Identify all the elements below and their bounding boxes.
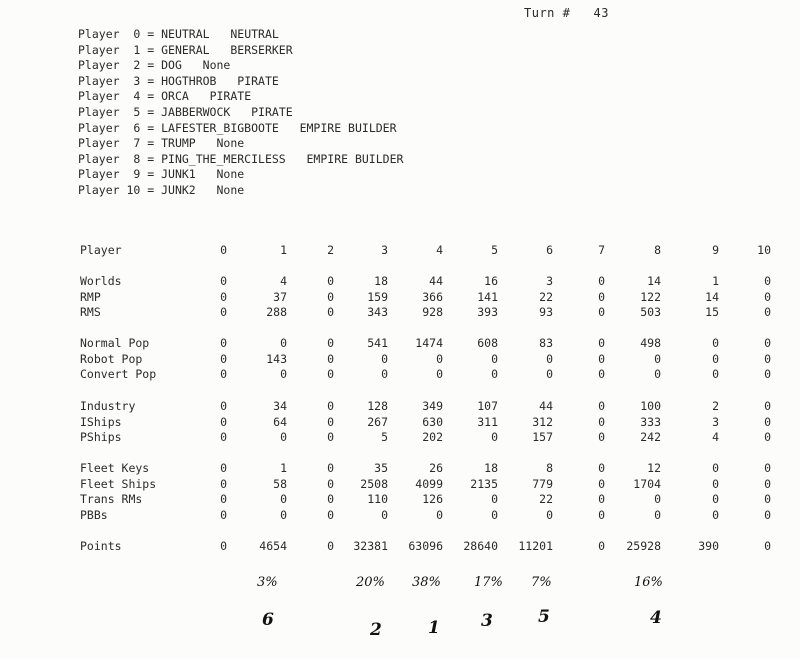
table-cell: 0 xyxy=(712,492,719,507)
table-cell: 0 xyxy=(327,336,334,350)
roster-type: None xyxy=(216,136,245,151)
table-cell: 0 xyxy=(491,351,498,366)
column-header: 7 xyxy=(598,243,605,257)
table-cell: 1 xyxy=(712,274,719,288)
table-cell: 0 xyxy=(220,507,227,522)
table-cell: 0 xyxy=(598,461,605,475)
table-cell: 0 xyxy=(598,414,605,429)
handwritten-percent: 3% xyxy=(257,575,278,590)
roster-name: ORCA xyxy=(161,89,189,104)
table-cell: 0 xyxy=(654,492,661,507)
table-cell: 22 xyxy=(539,289,553,304)
table-cell: 14 xyxy=(647,274,661,288)
row-label: Points xyxy=(80,539,122,553)
table-cell: 0 xyxy=(327,414,334,429)
table-cell: 0 xyxy=(327,430,334,445)
table-cell: 0 xyxy=(764,492,771,507)
table-cell: 0 xyxy=(436,351,443,366)
table-cell: 0 xyxy=(280,430,287,445)
table-cell: 8 xyxy=(546,461,553,475)
table-cell: 44 xyxy=(539,399,553,413)
table-cell: 0 xyxy=(598,305,605,320)
roster-name: DOG xyxy=(161,58,182,73)
roster-line: Player 5 = JABBERWOCK PIRATE xyxy=(78,104,293,119)
handwritten-percent: 38% xyxy=(412,575,441,590)
table-cell: 0 xyxy=(327,539,334,553)
table-cell: 0 xyxy=(712,351,719,366)
table-cell: 1704 xyxy=(633,476,661,491)
table-cell: 64 xyxy=(273,414,287,429)
roster-name: GENERAL xyxy=(161,42,210,57)
table-cell: 0 xyxy=(546,351,553,366)
roster-type: NEUTRAL xyxy=(230,27,279,41)
handwritten-rank: 5 xyxy=(538,607,550,627)
table-cell: 503 xyxy=(640,305,661,320)
roster-type: PIRATE xyxy=(251,104,293,119)
row-label: Convert Pop xyxy=(80,367,157,382)
roster-type: None xyxy=(216,167,245,182)
table-cell: 0 xyxy=(280,336,287,350)
table-cell: 1 xyxy=(280,461,287,475)
roster-line: Player 0 = NEUTRAL NEUTRAL xyxy=(78,27,279,41)
handwritten-percent: 7% xyxy=(531,575,552,590)
table-cell: 0 xyxy=(764,461,771,475)
handwritten-rank: 3 xyxy=(481,611,493,631)
table-cell: 393 xyxy=(477,305,498,320)
table-cell: 312 xyxy=(532,414,553,429)
table-cell: 0 xyxy=(764,430,771,445)
table-cell: 4 xyxy=(280,274,287,288)
table-cell: 0 xyxy=(381,351,388,366)
table-cell: 4654 xyxy=(259,539,287,553)
roster-line: Player 9 = JUNK1 None xyxy=(78,167,245,182)
table-cell: 11201 xyxy=(518,539,553,553)
table-cell: 22 xyxy=(539,492,553,507)
roster-type: PIRATE xyxy=(209,89,252,104)
table-cell: 63096 xyxy=(408,539,443,553)
table-cell: 608 xyxy=(477,336,498,350)
table-cell: 0 xyxy=(381,507,388,522)
table-cell: 0 xyxy=(764,305,771,320)
roster-player: Player 1 xyxy=(78,42,141,57)
roster-player: Player 8 xyxy=(78,151,141,166)
table-cell: 16 xyxy=(484,274,498,288)
row-label: Industry xyxy=(80,399,136,413)
table-cell: 26 xyxy=(429,461,443,475)
table-cell: 333 xyxy=(640,414,661,429)
table-cell: 0 xyxy=(654,507,661,522)
table-cell: 0 xyxy=(598,476,605,491)
column-header: 1 xyxy=(280,243,287,257)
table-cell: 0 xyxy=(327,274,334,288)
table-cell: 3 xyxy=(712,414,719,429)
table-cell: 0 xyxy=(654,351,661,366)
roster-player: Player 10 xyxy=(78,182,141,197)
table-cell: 349 xyxy=(422,399,443,413)
table-cell: 12 xyxy=(647,461,661,475)
table-cell: 0 xyxy=(491,430,498,445)
row-label: PBBs xyxy=(80,507,108,522)
table-cell: 0 xyxy=(327,289,334,304)
table-cell: 0 xyxy=(598,430,605,445)
table-cell: 0 xyxy=(491,367,498,382)
table-cell: 2 xyxy=(712,399,719,413)
table-cell: 3 xyxy=(546,274,553,288)
row-label: Fleet Ships xyxy=(80,476,157,491)
table-cell: 0 xyxy=(220,305,227,320)
table-cell: 0 xyxy=(220,539,227,553)
table-cell: 0 xyxy=(764,476,771,491)
table-cell: 0 xyxy=(598,539,605,553)
roster-line: Player 2 = DOG None xyxy=(78,58,231,73)
table-cell: 83 xyxy=(539,336,553,350)
table-cell: 0 xyxy=(654,367,661,382)
table-cell: 2135 xyxy=(470,476,498,491)
handwritten-rank: 1 xyxy=(428,618,440,638)
table-cell: 366 xyxy=(422,289,443,304)
table-cell: 4 xyxy=(712,430,719,445)
table-cell: 0 xyxy=(598,274,605,288)
roster-name: JUNK2 xyxy=(161,182,196,197)
table-cell: 311 xyxy=(477,414,498,429)
row-label: RMP xyxy=(80,289,101,304)
roster-type: None xyxy=(216,182,245,197)
row-label: RMS xyxy=(80,305,101,320)
table-cell: 15 xyxy=(705,305,719,320)
table-cell: 0 xyxy=(764,336,771,350)
table-cell: 288 xyxy=(266,305,287,320)
column-header: 4 xyxy=(436,243,443,257)
table-cell: 0 xyxy=(764,507,771,522)
table-cell: 0 xyxy=(220,367,227,382)
table-cell: 143 xyxy=(266,351,287,366)
table-cell: 779 xyxy=(532,476,553,491)
column-header: 8 xyxy=(654,243,661,257)
table-cell: 0 xyxy=(764,274,771,288)
table-cell: 0 xyxy=(220,476,227,491)
table-cell: 0 xyxy=(220,351,227,366)
row-label: Normal Pop xyxy=(80,336,150,350)
table-cell: 2508 xyxy=(360,476,388,491)
roster-player: Player 6 xyxy=(78,120,141,135)
roster-name: JUNK1 xyxy=(161,167,196,182)
column-header: 2 xyxy=(327,243,334,257)
handwritten-percent: 17% xyxy=(474,575,503,590)
table-cell: 0 xyxy=(220,274,227,288)
table-cell: 58 xyxy=(273,476,287,491)
table-cell: 159 xyxy=(367,289,388,304)
table-cell: 0 xyxy=(764,539,771,553)
column-header: 6 xyxy=(546,243,553,257)
table-cell: 44 xyxy=(429,274,443,288)
table-cell: 0 xyxy=(712,367,719,382)
table-cell: 0 xyxy=(598,336,605,350)
table-cell: 0 xyxy=(220,289,227,304)
table-cell: 0 xyxy=(491,492,498,507)
table-cell: 0 xyxy=(220,461,227,475)
roster-type: EMPIRE BUILDER xyxy=(306,151,404,166)
table-cell: 32381 xyxy=(353,539,388,553)
roster-player: Player 0 xyxy=(78,27,141,41)
roster-name: LAFESTER_BIGBOOTE xyxy=(161,120,279,135)
table-cell: 100 xyxy=(640,399,661,413)
roster-line: Player 1 = GENERAL BERSERKER xyxy=(78,42,293,57)
table-cell: 0 xyxy=(381,367,388,382)
column-header: 0 xyxy=(220,243,227,257)
table-cell: 0 xyxy=(327,507,334,522)
table-cell: 18 xyxy=(484,461,498,475)
table-cell: 0 xyxy=(327,461,334,475)
table-cell: 0 xyxy=(220,399,227,413)
table-cell: 0 xyxy=(598,367,605,382)
table-cell: 93 xyxy=(539,305,553,320)
table-cell: 0 xyxy=(220,336,227,350)
table-cell: 0 xyxy=(598,492,605,507)
roster-line: Player 3 = HOGTHROB PIRATE xyxy=(78,73,279,88)
table-cell: 34 xyxy=(273,399,287,413)
table-cell: 141 xyxy=(477,289,498,304)
row-label: Fleet Keys xyxy=(80,461,150,475)
table-cell: 541 xyxy=(367,336,388,350)
table-cell: 0 xyxy=(546,367,553,382)
table-cell: 242 xyxy=(640,430,661,445)
roster-type: BERSERKER xyxy=(230,42,293,57)
table-cell: 0 xyxy=(764,289,771,304)
table-cell: 0 xyxy=(280,492,287,507)
roster-type: None xyxy=(202,58,231,73)
roster-player: Player 7 xyxy=(78,136,141,151)
roster-name: TRUMP xyxy=(161,136,196,151)
table-cell: 157 xyxy=(532,430,553,445)
table-cell: 0 xyxy=(327,367,334,382)
table-header-label: Player xyxy=(80,243,122,257)
table-cell: 0 xyxy=(712,507,719,522)
table-cell: 0 xyxy=(764,414,771,429)
table-cell: 0 xyxy=(712,476,719,491)
table-cell: 390 xyxy=(698,539,719,553)
table-cell: 343 xyxy=(367,305,388,320)
handwritten-percent: 16% xyxy=(634,575,663,590)
table-cell: 122 xyxy=(640,289,661,304)
roster-player: Player 3 xyxy=(78,73,141,88)
roster-line: Player 6 = LAFESTER_BIGBOOTE EMPIRE BUILDER xyxy=(78,120,397,135)
roster-player: Player 4 xyxy=(78,89,141,104)
row-label: Worlds xyxy=(80,274,122,288)
turn-number: 43 xyxy=(593,6,609,20)
table-cell: 0 xyxy=(280,367,287,382)
table-cell: 0 xyxy=(220,430,227,445)
table-cell: 110 xyxy=(367,492,388,507)
table-cell: 0 xyxy=(220,414,227,429)
column-header: 10 xyxy=(757,243,771,257)
table-cell: 0 xyxy=(764,399,771,413)
table-cell: 14 xyxy=(705,289,719,304)
roster-player: Player 2 xyxy=(78,58,141,73)
handwritten-percent: 20% xyxy=(356,575,385,590)
roster-type: PIRATE xyxy=(237,73,279,88)
table-cell: 0 xyxy=(327,492,334,507)
table-cell: 5 xyxy=(381,430,388,445)
table-cell: 0 xyxy=(598,351,605,366)
table-cell: 0 xyxy=(327,351,334,366)
table-cell: 0 xyxy=(436,367,443,382)
roster-line: Player 10 = JUNK2 None xyxy=(78,182,245,197)
table-cell: 0 xyxy=(436,507,443,522)
table-cell: 18 xyxy=(374,274,388,288)
roster-player: Player 5 xyxy=(78,104,141,119)
table-cell: 0 xyxy=(712,336,719,350)
column-header: 5 xyxy=(491,243,498,257)
table-cell: 0 xyxy=(280,507,287,522)
table-cell: 267 xyxy=(367,414,388,429)
table-cell: 0 xyxy=(598,399,605,413)
table-cell: 0 xyxy=(764,367,771,382)
table-cell: 0 xyxy=(327,305,334,320)
table-cell: 0 xyxy=(546,507,553,522)
roster-player: Player 9 xyxy=(78,167,141,182)
table-cell: 0 xyxy=(712,461,719,475)
table-cell: 630 xyxy=(422,414,443,429)
row-label: Trans RMs xyxy=(80,492,143,507)
roster-name: NEUTRAL xyxy=(161,27,210,41)
table-cell: 37 xyxy=(273,289,287,304)
table-cell: 1474 xyxy=(415,336,443,350)
table-cell: 128 xyxy=(367,399,388,413)
table-cell: 0 xyxy=(327,399,334,413)
roster-line: Player 4 = ORCA PIRATE xyxy=(78,89,252,104)
handwritten-rank: 2 xyxy=(370,620,382,640)
turn-label: Turn # xyxy=(524,6,571,20)
roster-name: PING_THE_MERCILESS xyxy=(161,151,286,166)
table-cell: 202 xyxy=(422,430,443,445)
table-cell: 928 xyxy=(422,305,443,320)
roster-name: HOGTHROB xyxy=(161,73,217,88)
table-cell: 0 xyxy=(764,351,771,366)
table-cell: 0 xyxy=(491,507,498,522)
roster-line: Player 7 = TRUMP None xyxy=(78,136,245,151)
table-cell: 25928 xyxy=(626,539,661,553)
table-cell: 4099 xyxy=(415,476,443,491)
table-cell: 498 xyxy=(640,336,661,350)
row-label: IShips xyxy=(80,414,122,429)
table-cell: 35 xyxy=(374,461,388,475)
table-cell: 0 xyxy=(327,476,334,491)
table-cell: 107 xyxy=(477,399,498,413)
roster-type: EMPIRE BUILDER xyxy=(299,120,397,135)
table-cell: 0 xyxy=(598,507,605,522)
table-cell: 0 xyxy=(220,492,227,507)
handwritten-rank: 4 xyxy=(650,608,662,628)
table-cell: 28640 xyxy=(463,539,498,553)
column-header: 3 xyxy=(381,243,388,257)
column-header: 9 xyxy=(712,243,719,257)
table-cell: 0 xyxy=(598,289,605,304)
roster-name: JABBERWOCK xyxy=(161,104,231,119)
handwritten-rank: 6 xyxy=(262,610,274,630)
table-cell: 126 xyxy=(422,492,443,507)
row-label: PShips xyxy=(80,430,122,445)
roster-line: Player 8 = PING_THE_MERCILESS EMPIRE BUILDER xyxy=(78,151,404,166)
row-label: Robot Pop xyxy=(80,351,143,366)
